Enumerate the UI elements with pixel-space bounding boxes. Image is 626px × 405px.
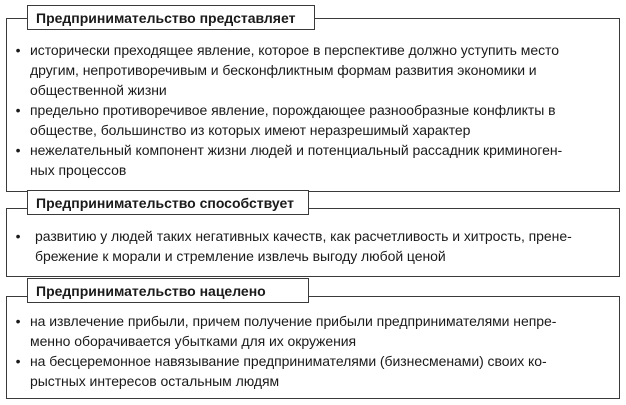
item-line: нежелательный компонент жизни людей и потенциальный рассадник криминоген- [30, 142, 563, 158]
header-aimed: Предпринимательство нацелено [27, 278, 309, 303]
header-represents: Предпринимательство представляет [27, 5, 315, 30]
aimed-list [7, 297, 619, 391]
list-item [7, 40, 619, 100]
list-item [7, 140, 619, 180]
bullet-icon: • [15, 42, 21, 58]
item-line: рыстных интересов остальным людям [30, 373, 280, 389]
item-line: ных процессов [30, 162, 127, 178]
item-line: на извлечение прибыли, причем получение прибыли предпринимателями непре- [30, 313, 557, 329]
item-line: другим, непротиворечивым и бесконфликтным формам развития экономики и [30, 62, 537, 78]
header-promotes: Предпринимательство способствует [27, 190, 309, 215]
list-item [7, 351, 619, 391]
bullet-icon: • [15, 353, 21, 369]
block-promotes [6, 208, 620, 277]
item-line: общественной жизни [30, 82, 167, 98]
item-line: исторически преходящее явление, которое в перспективе должно уступить место [30, 42, 559, 58]
list-item [7, 226, 619, 266]
block-aimed [6, 296, 620, 399]
item-line: обществе, большинство из которых имеют неразрешимый характер [30, 122, 471, 138]
promotes-list [7, 209, 619, 266]
represents-list [7, 19, 619, 180]
bullet-icon: • [15, 313, 21, 329]
bullet-icon: • [15, 142, 21, 158]
bullet-icon: • [15, 102, 21, 118]
item-line: брежение к морали и стремление извлечь выгоду любой ценой [35, 248, 446, 264]
item-line: развитию у людей таких негативных качеств, как расчетливость и хитрость, прене- [35, 228, 572, 244]
item-line: предельно противоречивое явление, порождающее разнообразные конфликты в [30, 102, 556, 118]
item-line: на бесцеремонное навязывание предпринимателями (бизнесменами) своих ко- [30, 353, 547, 369]
item-line: менно оборачивается убытками для их окружения [30, 333, 357, 349]
bullet-icon: • [15, 228, 21, 244]
block-represents [6, 18, 620, 192]
list-item [7, 311, 619, 351]
list-item [7, 100, 619, 140]
